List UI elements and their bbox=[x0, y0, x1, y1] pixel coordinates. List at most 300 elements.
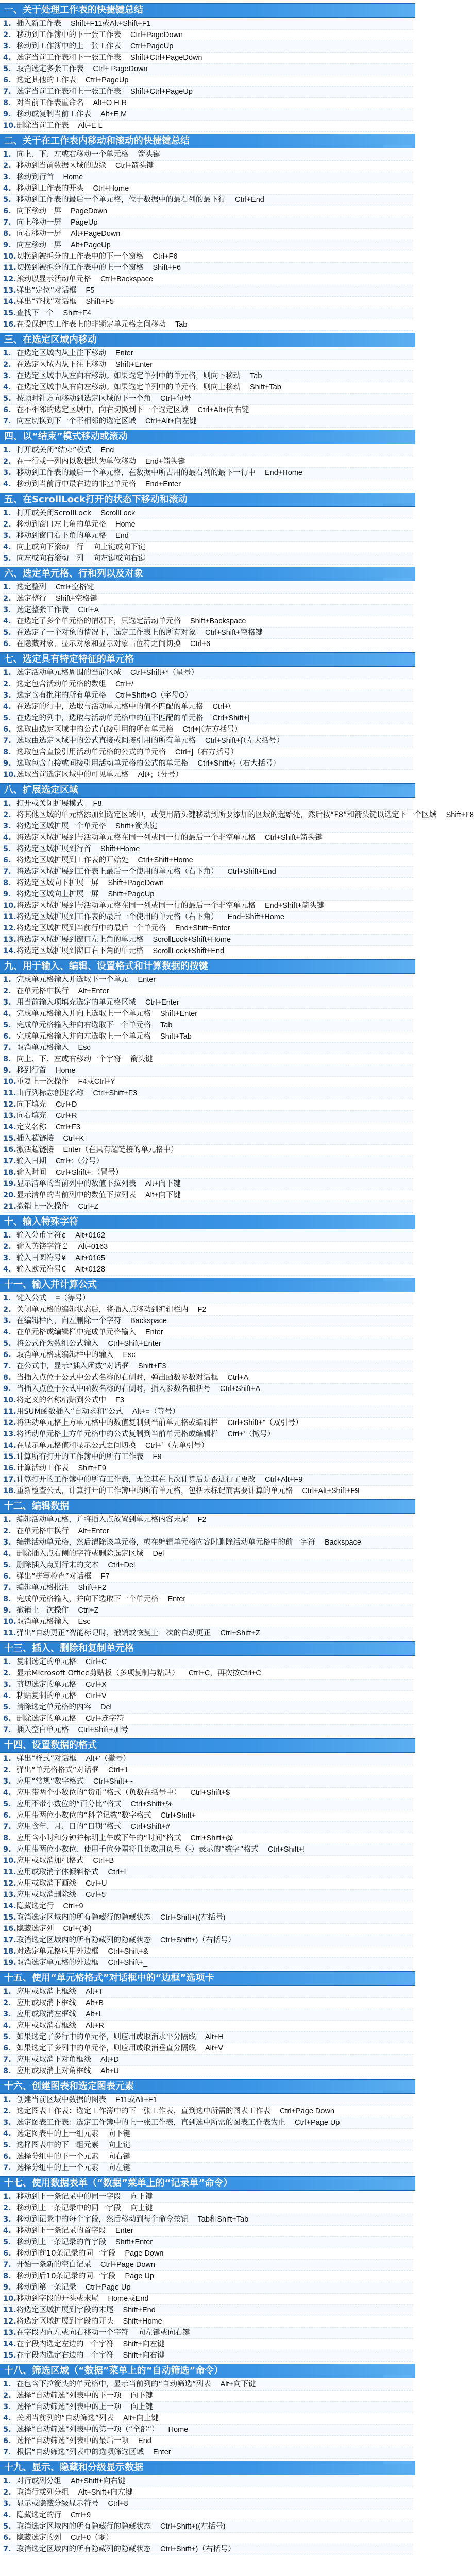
shortcut-description: 插入空白单元格 bbox=[16, 1726, 69, 1734]
shortcut-description: 根据“自动筛选”列表中的选项筛选区域 bbox=[16, 2448, 144, 2456]
shortcut-row bbox=[3, 1594, 413, 1605]
shortcut-description: 选定包含活动单元格的数组 bbox=[16, 680, 106, 688]
shortcut-row bbox=[3, 2021, 413, 2032]
shortcut-description: 计算活动工作表 bbox=[16, 1464, 69, 1472]
shortcut-keys: Alt+=（等号） bbox=[132, 1408, 180, 1416]
row-number: 7. bbox=[3, 2545, 11, 2553]
shortcut-row bbox=[3, 394, 413, 405]
shortcut-row bbox=[3, 901, 413, 912]
shortcut-description: 输入欧元符号€ bbox=[16, 1265, 66, 1274]
shortcut-row bbox=[3, 19, 413, 30]
shortcut-keys: Alt+;（分号） bbox=[138, 771, 183, 779]
row-number: 7. bbox=[3, 868, 11, 876]
section-title: 十九、显示、隐藏和分级显示数据 bbox=[0, 2461, 415, 2475]
section-title: 八、扩展选定区域 bbox=[0, 783, 415, 798]
row-number: 8. bbox=[3, 879, 11, 887]
shortcut-description: 选取包含直接或间接引用活动单元格的公式的单元格 bbox=[16, 759, 189, 768]
shortcut-row bbox=[3, 1628, 413, 1639]
shortcut-row bbox=[3, 2436, 413, 2447]
shortcut-description: 弹出“自动更正”智能标记时，撤销或恢复上一次的自动更正 bbox=[16, 1629, 211, 1637]
shortcut-description: 移动到下一条记录中的同一字段 bbox=[16, 2193, 121, 2201]
shortcut-row bbox=[3, 2009, 413, 2021]
shortcut-row bbox=[3, 2192, 413, 2203]
shortcut-description: 在选定的列中，选取与活动单元格中的值不匹配的单元格 bbox=[16, 714, 204, 722]
shortcut-row bbox=[3, 2066, 413, 2077]
row-number: 7. bbox=[3, 2056, 11, 2064]
row-number: 5. bbox=[3, 2033, 11, 2041]
shortcut-description: 撤销上一次操作 bbox=[16, 1202, 69, 1211]
shortcut-keys: 箭头键 bbox=[138, 150, 160, 159]
shortcut-description: 完成单元格输入并选取下一个单元 bbox=[16, 976, 129, 984]
shortcut-row bbox=[3, 2339, 413, 2350]
shortcut-description: 计算所有打开的工作簿中的所有工作表 bbox=[16, 1453, 144, 1461]
shortcut-description: 取消选定多张工作表 bbox=[16, 65, 84, 73]
shortcut-description: 输入英镑字符￡ bbox=[16, 1243, 69, 1251]
shortcut-keys: Ctrl+Page Up bbox=[295, 2119, 340, 2127]
shortcut-keys: End+Shift+Enter bbox=[175, 924, 230, 933]
row-number: 11. bbox=[3, 913, 16, 921]
row-number: 2. bbox=[3, 2488, 11, 2497]
row-number: 4. bbox=[3, 543, 11, 551]
row-number: 4. bbox=[3, 1328, 11, 1336]
shortcut-row bbox=[3, 445, 413, 456]
row-number: 3. bbox=[3, 2500, 11, 2508]
shortcut-description: 选择“自动筛选”列表中的第一项（“全部”） bbox=[16, 2426, 159, 2434]
row-number: 1. bbox=[3, 800, 11, 808]
shortcut-keys: F5 bbox=[86, 286, 95, 295]
shortcut-description: 键入公式 bbox=[16, 1294, 46, 1302]
shortcut-keys: Ctrl+Shift+*（星号） bbox=[130, 669, 199, 677]
shortcut-list bbox=[0, 975, 415, 1213]
shortcut-row bbox=[3, 1088, 413, 1099]
shortcut-description: 查找下一个 bbox=[16, 309, 54, 317]
shortcut-row bbox=[3, 2487, 413, 2499]
row-number: 1. bbox=[3, 2193, 11, 2201]
shortcut-keys: Ctrl+Alt+向右键 bbox=[197, 406, 249, 414]
shortcut-keys: Ctrl+]（右方括号） bbox=[175, 748, 239, 756]
row-number: 3. bbox=[3, 372, 11, 380]
row-number: 15. bbox=[3, 1134, 16, 1143]
shortcut-keys: Shift+Ctrl+PageUp bbox=[130, 88, 193, 96]
shortcut-description: 在不相邻的选定区域中，向右切换到下一个选定区域 bbox=[16, 406, 189, 414]
row-number: 3. bbox=[3, 42, 11, 50]
row-number: 3. bbox=[3, 1254, 11, 1262]
shortcut-keys: Ctrl+Shift+)（右括号） bbox=[160, 1936, 235, 1944]
shortcut-description: 向右填充 bbox=[16, 1112, 46, 1120]
shortcut-row bbox=[3, 810, 474, 821]
row-number: 9. bbox=[3, 1845, 11, 1854]
shortcut-row bbox=[3, 2413, 413, 2425]
shortcut-description: 隐藏选定的行 bbox=[16, 2511, 61, 2519]
row-number: 16. bbox=[3, 1146, 16, 1154]
shortcut-keys: Ctrl+A bbox=[227, 1374, 249, 1382]
shortcut-description: 移动到下一条记录的首字段 bbox=[16, 2227, 106, 2235]
shortcut-keys: Shift+F6 bbox=[153, 264, 181, 272]
shortcut-row bbox=[3, 758, 413, 770]
row-number: 7. bbox=[3, 1823, 11, 1831]
shortcut-description: 选择分组中的下一个元素 bbox=[16, 2153, 99, 2161]
row-number: 8. bbox=[3, 2272, 11, 2280]
row-number: 1. bbox=[3, 2380, 11, 2388]
shortcut-keys: End+Enter bbox=[145, 480, 181, 488]
row-number: 10. bbox=[3, 1857, 16, 1865]
shortcut-description: 将选定区域向下扩展一屏 bbox=[16, 879, 99, 887]
shortcut-description: 选定图表工作表：选定工作簿中的下一张工作表，直到选中所需的图表工作表 bbox=[16, 2107, 270, 2115]
row-number: 11. bbox=[3, 1629, 16, 1637]
section-title: 十、输入特殊字符 bbox=[0, 1215, 415, 1229]
shortcut-keys: Alt+0162 bbox=[75, 1231, 105, 1240]
shortcut-row bbox=[3, 1020, 413, 1031]
shortcut-description: 在选定区域中从右向左移动。如果选定单列中的单元格，则向上移动 bbox=[16, 383, 241, 392]
shortcut-description: 显示清单的当前列中的数值下拉列表 bbox=[16, 1191, 136, 1199]
shortcut-row bbox=[3, 1418, 413, 1429]
shortcut-row bbox=[3, 1167, 413, 1179]
shortcut-keys: Alt+D bbox=[100, 2056, 119, 2064]
shortcut-row bbox=[3, 997, 413, 1009]
shortcut-row bbox=[3, 639, 413, 650]
shortcut-keys: Alt+Shift+向左键 bbox=[78, 2488, 133, 2497]
row-number: 8. bbox=[3, 1595, 11, 1603]
row-number: 17. bbox=[3, 1476, 16, 1484]
shortcut-description: 移动到工作簿中的上一张工作表 bbox=[16, 42, 121, 50]
shortcut-row bbox=[3, 1856, 413, 1867]
shortcut-keys: Alt+B bbox=[86, 1999, 104, 2007]
shortcut-keys: Ctrl+ PageDown bbox=[93, 65, 148, 73]
shortcut-keys: Ctrl+9 bbox=[71, 2511, 91, 2519]
shortcut-list bbox=[0, 582, 415, 650]
shortcut-row bbox=[3, 285, 413, 297]
row-number: 4. bbox=[3, 2227, 11, 2235]
row-number: 13. bbox=[3, 936, 16, 944]
row-number: 10. bbox=[3, 902, 16, 910]
row-number: 5. bbox=[3, 845, 11, 853]
shortcut-description: 切换到被拆分的工作表中的上一个窗格 bbox=[16, 264, 144, 272]
shortcut-description: 取消选定区域内的所有隐藏列的隐藏状态 bbox=[16, 2545, 151, 2553]
row-number: 4. bbox=[3, 2414, 11, 2422]
shortcut-row bbox=[3, 1617, 413, 1628]
shortcut-keys: Ctrl+I bbox=[108, 1868, 126, 1876]
shortcut-description: 取消单元格输入 bbox=[16, 1618, 69, 1626]
shortcut-description: 应用含小时和分钟并标明上午或下午的“时间”格式 bbox=[16, 1834, 181, 1842]
row-number: 5. bbox=[3, 629, 11, 637]
shortcut-row bbox=[3, 542, 413, 553]
shortcut-description: 完成单元格输入，并向下选取下一个单元格 bbox=[16, 1595, 159, 1603]
shortcut-description: 将活动单元格上方单元格中的公式复制到当前单元格或编辑栏 bbox=[16, 1430, 218, 1438]
row-number: 6. bbox=[3, 207, 11, 215]
shortcut-description: 打开或关闭“结束”模式 bbox=[16, 446, 92, 454]
shortcut-description: 向左切换到下一个不相邻的选定区域 bbox=[16, 417, 136, 426]
shortcut-keys: Ctrl+Shift+F3 bbox=[93, 1089, 137, 1097]
shortcut-keys: Shift+F3 bbox=[138, 1362, 166, 1370]
shortcut-keys: Alt+0165 bbox=[75, 1254, 105, 1262]
section-title: 九、用于输入、编辑、设置格式和计算数据的按键 bbox=[0, 959, 415, 974]
shortcut-description: 计算打开的工作簿中的所有工作表，无论其在上次计算后是否进行了更改 bbox=[16, 1476, 256, 1484]
shortcut-row bbox=[3, 1440, 413, 1452]
row-number: 11. bbox=[3, 1089, 16, 1097]
shortcut-keys: Ctrl+R bbox=[56, 1112, 77, 1120]
row-number: 1. bbox=[3, 1516, 11, 1524]
row-number: 5. bbox=[3, 1021, 11, 1029]
shortcut-keys: End+Shift+箭头键 bbox=[265, 902, 325, 910]
shortcut-keys: =（等号） bbox=[56, 1294, 90, 1302]
shortcut-description: 在字段内选定左边的一个字符 bbox=[16, 2340, 114, 2348]
row-number: 7. bbox=[3, 417, 11, 426]
shortcut-row bbox=[3, 2510, 413, 2521]
shortcut-keys: ScrollLock+Shift+Home bbox=[153, 936, 231, 944]
shortcut-description: 应用或取消下画线 bbox=[16, 1879, 76, 1888]
row-number: 18. bbox=[3, 1947, 16, 1956]
shortcut-description: 应用或取消删除线 bbox=[16, 1891, 76, 1899]
shortcut-description: 移动到记录中的每个字段，然后移动到每个命令按钮 bbox=[16, 2215, 189, 2224]
shortcut-keys: 向上键 bbox=[130, 2204, 153, 2212]
shortcut-row bbox=[3, 2294, 413, 2305]
row-number: 14. bbox=[3, 947, 16, 955]
shortcut-row bbox=[3, 348, 413, 360]
shortcut-row bbox=[3, 2163, 413, 2174]
shortcut-row bbox=[3, 1583, 413, 1594]
shortcut-keys: Ctrl+Shift+((左括号) bbox=[160, 2522, 226, 2531]
row-number: 3. bbox=[3, 532, 11, 540]
shortcut-description: 选择“自动筛选”列表中的下一项 bbox=[16, 2392, 122, 2400]
shortcut-keys: Shift+F11或Alt+Shift+F1 bbox=[71, 20, 151, 28]
shortcut-row bbox=[3, 274, 413, 285]
shortcut-description: 应用或取消加粗格式 bbox=[16, 1857, 84, 1865]
shortcut-description: 应用或取消上对角框线 bbox=[16, 2067, 91, 2075]
shortcut-list bbox=[0, 1657, 415, 1736]
shortcut-description: 移动到后10条记录的同一字段 bbox=[16, 2272, 116, 2280]
shortcut-keys: Shift+F8 bbox=[446, 811, 474, 819]
shortcut-keys: 向上键 bbox=[108, 2141, 130, 2149]
shortcut-row bbox=[3, 1361, 413, 1372]
shortcut-description: 选定当前工作表和下一张工作表 bbox=[16, 54, 121, 62]
shortcut-keys: Ctrl+C bbox=[86, 1658, 107, 1666]
row-number: 1. bbox=[3, 446, 11, 454]
shortcut-description: 显示Microsoft Office剪贴板（多项复制与粘贴） bbox=[16, 1669, 179, 1677]
shortcut-row bbox=[3, 2043, 413, 2055]
shortcut-keys: Tab bbox=[175, 320, 188, 329]
shortcut-description: 向下填充 bbox=[16, 1100, 46, 1109]
shortcut-keys: Page Up bbox=[125, 2272, 154, 2280]
shortcut-description: 显示或隐藏分级显示符号 bbox=[16, 2500, 99, 2508]
shortcut-row bbox=[3, 1395, 413, 1406]
shortcut-keys: Esc bbox=[123, 1351, 136, 1359]
shortcut-keys: 箭头键 bbox=[130, 1055, 153, 1063]
row-number: 6. bbox=[3, 2437, 11, 2445]
row-number: 4. bbox=[3, 184, 11, 193]
row-number: 2. bbox=[3, 1527, 11, 1535]
row-number: 15. bbox=[3, 309, 16, 317]
row-number: 5. bbox=[3, 395, 11, 403]
shortcut-keys: Ctrl+Shift+ bbox=[160, 1811, 196, 1820]
shortcut-keys: Home bbox=[56, 1066, 76, 1075]
shortcut-description: 向左移动一屏 bbox=[16, 241, 61, 249]
shortcut-list bbox=[0, 2095, 415, 2174]
row-number: 15. bbox=[3, 2351, 16, 2360]
shortcut-row bbox=[3, 1156, 413, 1167]
shortcut-row bbox=[3, 531, 413, 542]
shortcut-description: 弹出“查找”对话框 bbox=[16, 298, 77, 306]
row-number: 13. bbox=[3, 286, 16, 295]
shortcut-row bbox=[3, 456, 413, 468]
shortcut-keys: Ctrl+Z bbox=[78, 1606, 99, 1615]
section-title: 十五、使用“单元格格式”对话框中的“边框”选项卡 bbox=[0, 1971, 415, 1986]
shortcut-keys: Ctrl+Alt+Shift+F9 bbox=[302, 1487, 360, 1495]
shortcut-keys: Tab bbox=[160, 1021, 173, 1029]
shortcut-keys: 向上键 bbox=[130, 2403, 154, 2411]
shortcut-description: 选定图表工作表：选定工作簿中的上一张工作表，直到选中所需的图表工作表为止 bbox=[16, 2119, 285, 2127]
shortcut-row bbox=[3, 172, 413, 183]
shortcut-keys: Shift+Home bbox=[100, 845, 140, 853]
row-number: 13. bbox=[3, 1891, 16, 1899]
shortcut-row bbox=[3, 702, 413, 713]
shortcut-description: 应用或取消下对角框线 bbox=[16, 2056, 91, 2064]
row-number: 10. bbox=[3, 122, 16, 130]
shortcut-row bbox=[3, 553, 413, 565]
shortcut-description: 输入日期 bbox=[16, 1157, 46, 1165]
shortcut-keys: Ctrl+V bbox=[86, 1692, 107, 1700]
shortcut-row bbox=[3, 2350, 413, 2362]
shortcut-description: 将选定区域扩展到当前行中的最后一个单元格 bbox=[16, 924, 166, 933]
shortcut-description: 应用不带小数位的“百分比”格式 bbox=[16, 1800, 122, 1808]
row-number: 8. bbox=[3, 1055, 11, 1063]
shortcut-keys: Ctrl+D bbox=[56, 1100, 77, 1109]
row-number: 20. bbox=[3, 1191, 16, 1199]
shortcut-keys: Backspace bbox=[130, 1317, 167, 1325]
shortcut-keys: Ctrl+Alt+F9 bbox=[265, 1476, 303, 1484]
row-number: 7. bbox=[3, 2261, 11, 2269]
shortcut-description: 用SUM函数插入“自动求和”公式 bbox=[16, 1408, 123, 1416]
row-number: 9. bbox=[3, 1606, 11, 1615]
shortcut-keys: Home bbox=[115, 520, 136, 529]
shortcut-keys: Ctrl+PageUp bbox=[86, 76, 129, 84]
shortcut-row bbox=[3, 1190, 413, 1201]
shortcut-keys: Ctrl+句号 bbox=[160, 395, 192, 403]
shortcut-keys: Ctrl+Shift+_ bbox=[108, 1959, 148, 1967]
shortcut-description: 创建当前区域中数据的图表 bbox=[16, 2096, 106, 2104]
shortcut-keys: Ctrl+Shift+End bbox=[227, 868, 276, 876]
row-number: 3. bbox=[3, 1538, 11, 1547]
row-number: 7. bbox=[3, 88, 11, 96]
shortcut-keys: Shift+向右键 bbox=[123, 2351, 165, 2360]
row-number: 1. bbox=[3, 2477, 11, 2485]
shortcut-description: 在字段内向左或向右移动一个字符 bbox=[16, 2329, 129, 2337]
shortcut-description: 应用或取消字体倾斜格式 bbox=[16, 1868, 99, 1876]
row-number: 4. bbox=[3, 2022, 11, 2030]
shortcut-description: 在编辑栏内，向左删除一个字符 bbox=[16, 1317, 121, 1325]
row-number: 2. bbox=[3, 595, 11, 603]
shortcut-row bbox=[3, 878, 413, 889]
row-number: 11. bbox=[3, 1868, 16, 1876]
shortcut-description: 隐藏选定的列 bbox=[16, 2534, 61, 2542]
row-number: 21. bbox=[3, 1202, 16, 1211]
row-number: 1. bbox=[3, 583, 11, 591]
shortcut-row bbox=[3, 724, 413, 736]
shortcut-row bbox=[3, 2476, 413, 2487]
shortcut-keys: Backspace bbox=[325, 1538, 361, 1547]
shortcut-description: 取消单元格或编辑栏中的输入 bbox=[16, 1351, 114, 1359]
shortcut-row bbox=[3, 2117, 413, 2129]
row-number: 8. bbox=[3, 2067, 11, 2075]
shortcut-keys: Enter（在具有超链接的单元格中） bbox=[63, 1146, 178, 1154]
shortcut-row bbox=[3, 240, 413, 251]
shortcut-row bbox=[3, 628, 413, 639]
shortcut-row bbox=[3, 30, 413, 41]
shortcut-row bbox=[3, 161, 413, 172]
shortcut-keys: Shift+F2 bbox=[78, 1584, 106, 1592]
shortcut-list bbox=[0, 2192, 415, 2362]
row-number: 15. bbox=[3, 1453, 16, 1461]
row-number: 2. bbox=[3, 811, 11, 819]
shortcut-description: 应用或取消下框线 bbox=[16, 1999, 76, 2007]
shortcut-description: 移动到上一条记录的首字段 bbox=[16, 2238, 106, 2246]
shortcut-description: 取消选定区域内的所有隐藏行的隐藏状态 bbox=[16, 1913, 151, 1922]
shortcut-description: 弹出“拼写检查”对话框 bbox=[16, 1572, 92, 1581]
shortcut-row bbox=[3, 382, 413, 394]
row-number: 9. bbox=[3, 759, 11, 768]
shortcut-row bbox=[3, 833, 413, 844]
shortcut-keys: Shift+Enter bbox=[115, 2238, 153, 2246]
shortcut-description: 选定整列 bbox=[16, 583, 46, 591]
shortcut-row bbox=[3, 2032, 413, 2043]
shortcut-row bbox=[3, 251, 413, 263]
shortcut-list bbox=[0, 2379, 415, 2459]
shortcut-row bbox=[3, 2140, 413, 2151]
row-number: 8. bbox=[3, 1374, 11, 1382]
shortcut-row bbox=[3, 1668, 413, 1680]
row-number: 10. bbox=[3, 1396, 16, 1404]
shortcut-description: 输入日圆符号¥ bbox=[16, 1254, 66, 1262]
row-number: 6. bbox=[3, 2249, 11, 2258]
shortcut-keys: Ctrl+Shift+"（双引号） bbox=[227, 1419, 303, 1427]
shortcut-row bbox=[3, 1463, 413, 1475]
row-number: 10. bbox=[3, 1618, 16, 1626]
shortcut-keys: Ctrl+F6 bbox=[153, 252, 178, 261]
row-number: 2. bbox=[3, 680, 11, 688]
shortcut-row bbox=[3, 986, 413, 997]
row-number: 5. bbox=[3, 2238, 11, 2246]
shortcut-row bbox=[3, 616, 413, 628]
shortcut-description: 弹出“单元格格式”对话框 bbox=[16, 1766, 99, 1774]
shortcut-keys: Ctrl+Shift+& bbox=[108, 1947, 148, 1956]
shortcut-keys: Ctrl+Shift+((左括号) bbox=[160, 1913, 226, 1922]
shortcut-description: 移动到当前行中最右边的非空单元格 bbox=[16, 480, 136, 488]
shortcut-keys: Shift+PageUp bbox=[108, 890, 155, 899]
shortcut-description: 编辑活动单元格，然后清除该单元格，或在编辑单元格内容时删除活动单元格中的前一字符 bbox=[16, 1538, 315, 1547]
shortcut-description: 将选定区域向上扩展一屏 bbox=[16, 890, 99, 899]
row-number: 10. bbox=[3, 252, 16, 261]
shortcut-description: 选定当前工作表和上一张工作表 bbox=[16, 88, 121, 96]
shortcut-keys: Ctrl+K bbox=[63, 1134, 84, 1143]
shortcut-row bbox=[3, 149, 413, 161]
section-title: 三、在选定区域内移动 bbox=[0, 333, 415, 347]
shortcut-row bbox=[3, 183, 413, 195]
row-number: 2. bbox=[3, 1669, 11, 1677]
row-number: 3. bbox=[3, 2119, 11, 2127]
shortcut-keys: PageDown bbox=[71, 207, 107, 215]
section-title: 十四、设置数据的格式 bbox=[0, 1738, 415, 1753]
row-number: 5. bbox=[3, 1800, 11, 1808]
shortcut-row bbox=[3, 217, 413, 229]
shortcut-row bbox=[3, 2328, 413, 2339]
shortcut-row bbox=[3, 1702, 413, 1714]
section-title: 七、选定具有特定特征的单元格 bbox=[0, 652, 415, 667]
shortcut-keys: Alt+R bbox=[86, 2022, 104, 2030]
row-number: 2. bbox=[3, 1243, 11, 1251]
shortcut-description: 在选定区域内从下往上移动 bbox=[16, 361, 106, 369]
row-number: 3. bbox=[3, 2010, 11, 2019]
shortcut-keys: Ctrl+(零) bbox=[63, 1925, 92, 1933]
shortcut-row bbox=[3, 923, 413, 935]
